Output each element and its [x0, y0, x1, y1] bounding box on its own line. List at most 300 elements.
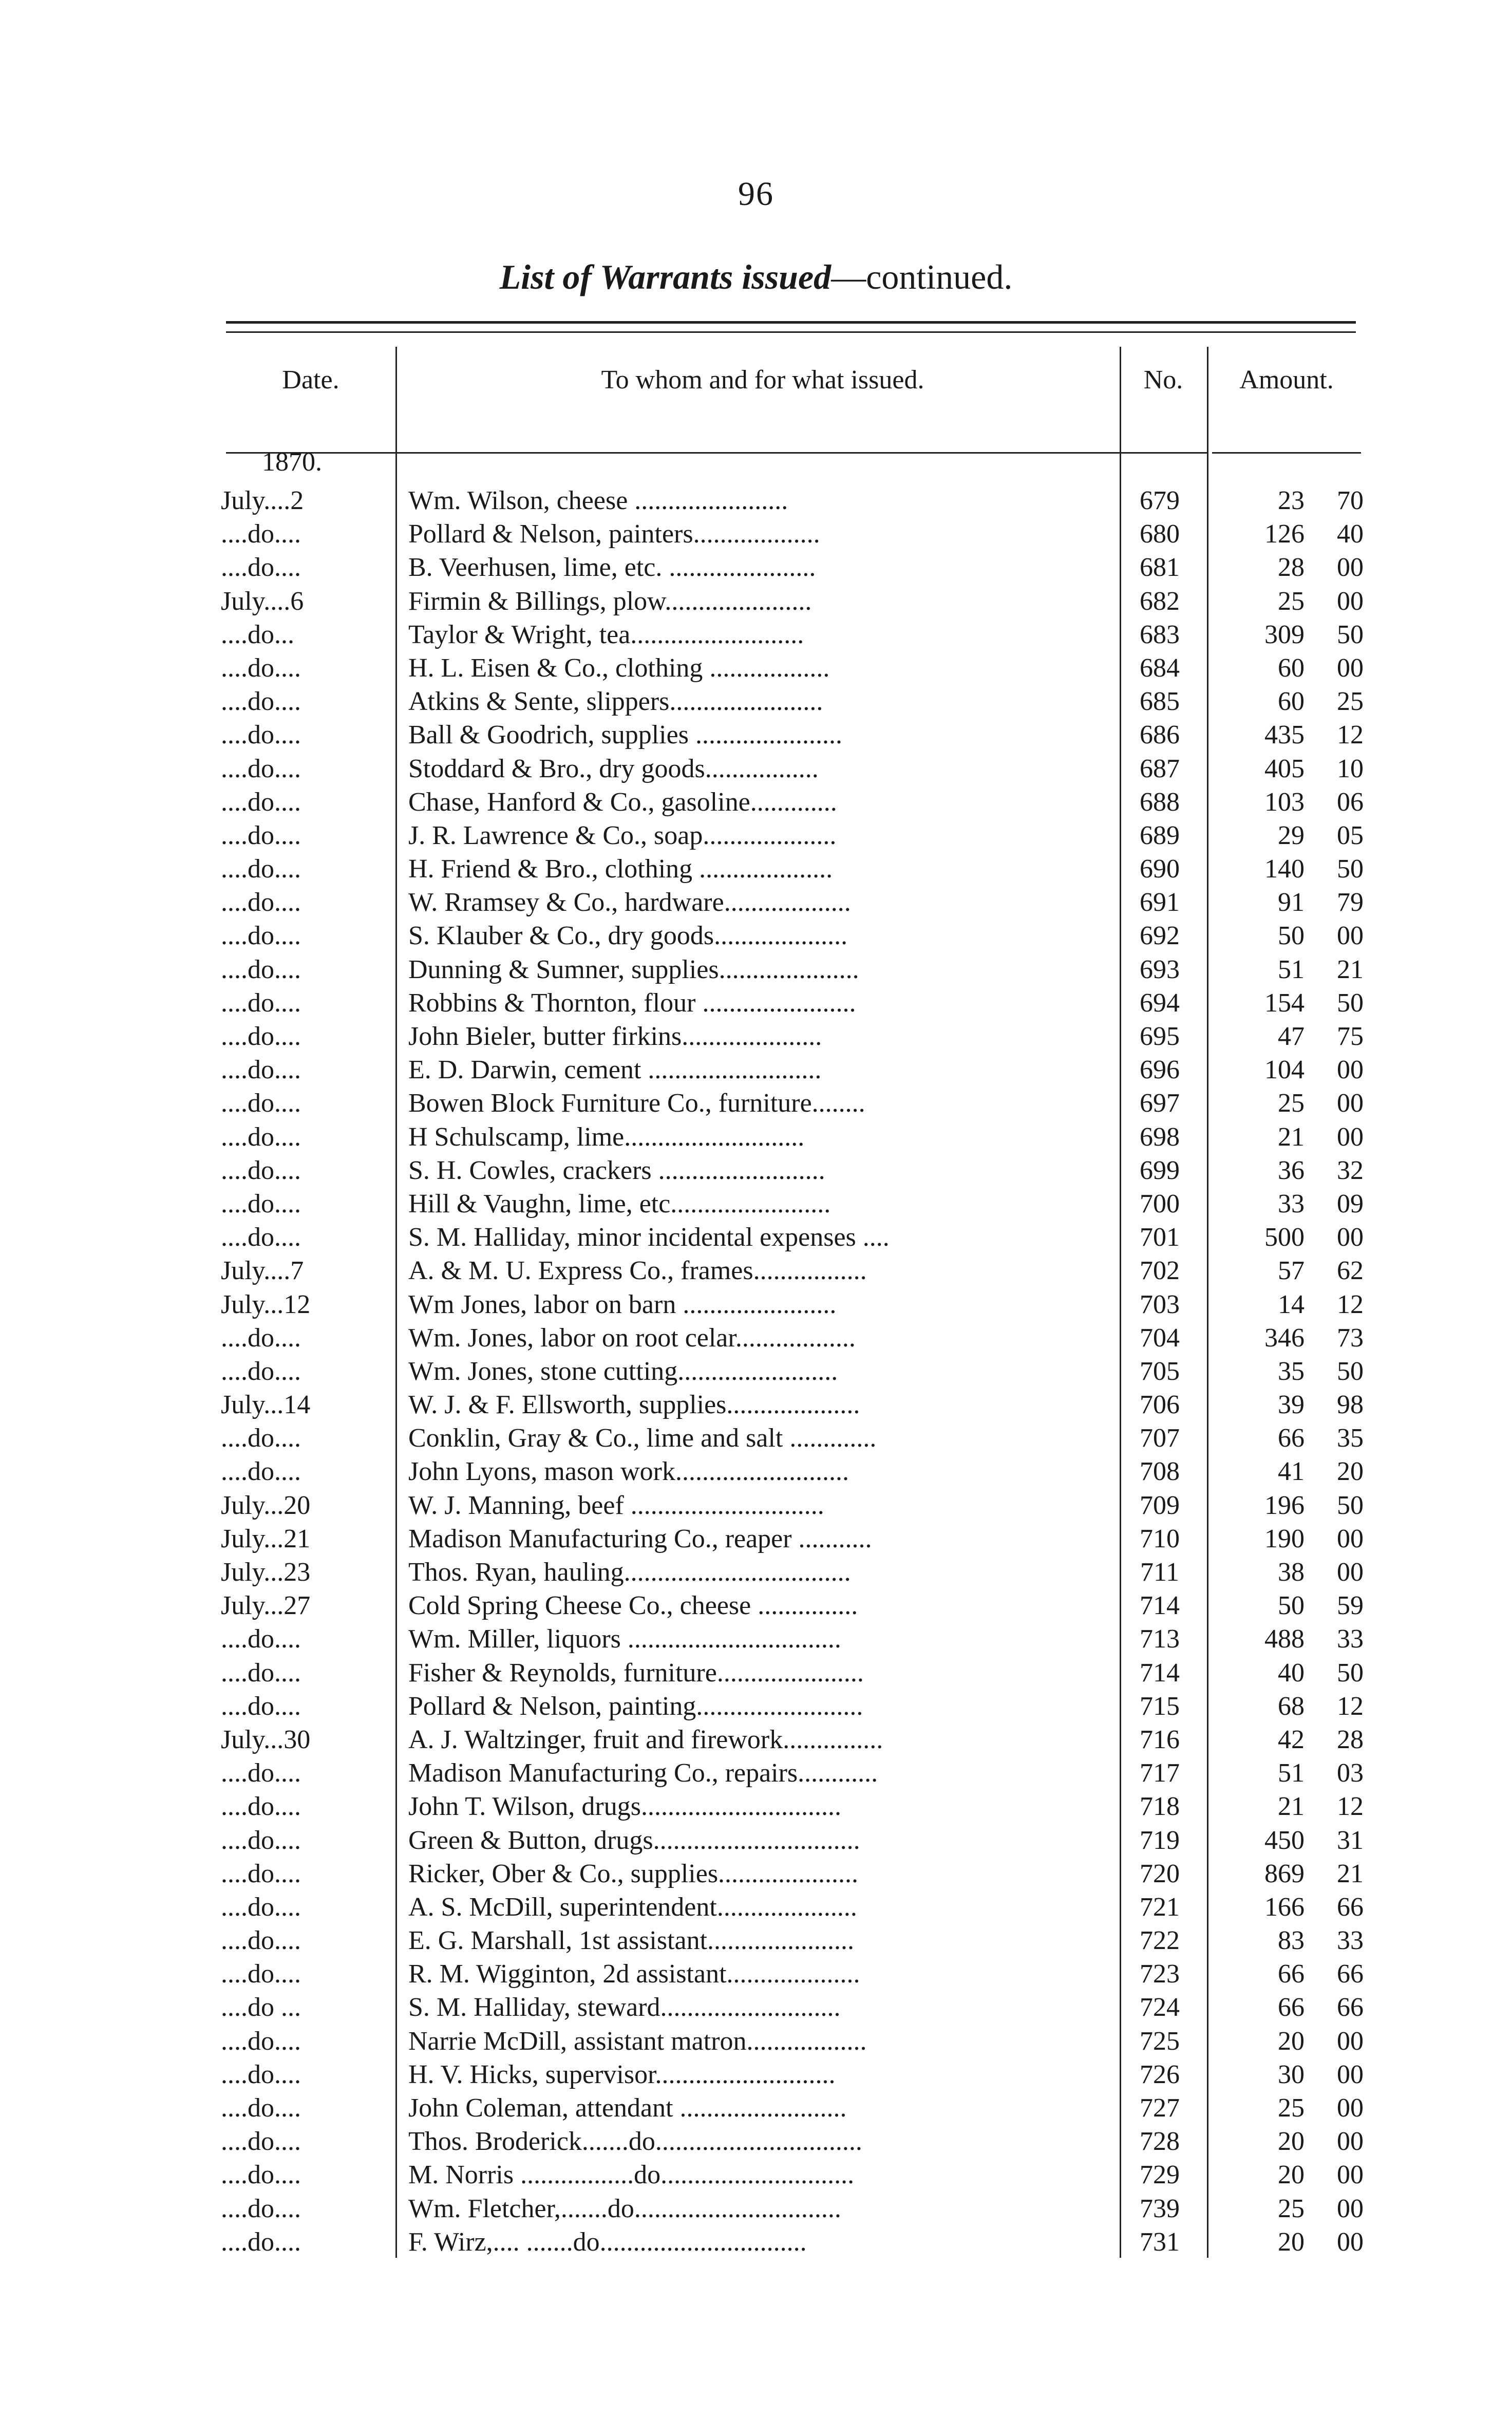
table-row [0, 1857, 1512, 1890]
table-row [0, 484, 1512, 517]
row-amount-cents: 66 [1337, 1892, 1364, 1922]
table-row [0, 1355, 1512, 1388]
row-amount-dollars: 166 [1264, 1892, 1305, 1922]
row-date: ....do.... [221, 2059, 301, 2089]
row-amount-cents: 00 [1337, 2194, 1364, 2223]
row-amount-dollars: 25 [1278, 1089, 1305, 1118]
row-date: ....do.... [221, 1624, 301, 1654]
row-amount-cents: 33 [1337, 1624, 1364, 1654]
row-description: Chase, Hanford & Co., gasoline............. [408, 787, 837, 817]
row-number: 715 [1140, 1691, 1180, 1721]
row-amount-cents: 75 [1337, 1022, 1364, 1051]
row-number: 714 [1140, 1658, 1180, 1688]
page-title-rest: —continued. [831, 257, 1013, 296]
row-amount-cents: 40 [1337, 519, 1364, 549]
row-description: Madison Manufacturing Co., reaper ........... [408, 1524, 872, 1553]
row-amount-dollars: 47 [1278, 1022, 1305, 1051]
row-number: 721 [1140, 1892, 1180, 1922]
row-number: 723 [1140, 1959, 1180, 1989]
row-amount-dollars: 20 [1278, 2227, 1305, 2257]
row-date: ....do.... [221, 1691, 301, 1721]
row-number: 688 [1140, 787, 1180, 817]
row-number: 713 [1140, 1624, 1180, 1654]
row-amount-dollars: 309 [1264, 620, 1305, 649]
row-date: ....do.... [221, 2194, 301, 2223]
row-amount-cents: 12 [1337, 1792, 1364, 1822]
row-description: F. Wirz,.... .......do............................... [408, 2227, 807, 2257]
header-description: To whom and for what issued. [601, 365, 924, 395]
row-description: Cold Spring Cheese Co., cheese ............... [408, 1591, 858, 1621]
row-description: S. Klauber & Co., dry goods.................... [408, 921, 848, 951]
row-amount-cents: 79 [1337, 888, 1364, 917]
row-amount-dollars: 66 [1278, 1959, 1305, 1989]
row-amount-dollars: 50 [1278, 1591, 1305, 1621]
row-description: A. J. Waltzinger, fruit and firework............... [408, 1725, 883, 1754]
row-amount-dollars: 28 [1278, 553, 1305, 583]
row-amount-dollars: 20 [1278, 2127, 1305, 2157]
header-rule-amount [1212, 452, 1361, 454]
table-row [0, 1556, 1512, 1589]
table-row [0, 2225, 1512, 2259]
row-date: ....do.... [221, 1892, 301, 1922]
row-date: ....do.... [221, 1658, 301, 1688]
table-row [0, 1723, 1512, 1756]
row-amount-dollars: 83 [1278, 1926, 1305, 1956]
row-number: 687 [1140, 754, 1180, 783]
row-amount-dollars: 39 [1278, 1390, 1305, 1420]
header-number: No. [1143, 365, 1183, 395]
row-number: 692 [1140, 921, 1180, 951]
row-date: ....do.... [221, 1055, 301, 1085]
row-description: John Coleman, attendant ......................... [408, 2093, 847, 2123]
row-date: ....do.... [221, 1089, 301, 1118]
row-amount-cents: 00 [1337, 1524, 1364, 1553]
row-number: 703 [1140, 1289, 1180, 1319]
row-amount-cents: 28 [1337, 1725, 1364, 1754]
table-row [0, 651, 1512, 685]
row-description: Thos. Broderick.......do............................... [408, 2127, 862, 2157]
row-number: 698 [1140, 1122, 1180, 1152]
row-amount-dollars: 25 [1278, 586, 1305, 616]
row-amount-dollars: 91 [1278, 888, 1305, 917]
row-number: 705 [1140, 1356, 1180, 1386]
row-description: Fisher & Reynolds, furniture...................... [408, 1658, 864, 1688]
row-date: ....do.... [221, 921, 301, 951]
table-row [0, 1388, 1512, 1421]
row-description: S. M. Halliday, minor incidental expenses .... [408, 1223, 890, 1252]
row-description: Firmin & Billings, plow...................... [408, 586, 812, 616]
row-number: 718 [1140, 1792, 1180, 1822]
row-date: ....do.... [221, 1323, 301, 1353]
row-amount-dollars: 41 [1278, 1457, 1305, 1487]
row-date: ....do.... [221, 954, 301, 984]
row-amount-cents: 00 [1337, 1223, 1364, 1252]
row-number: 690 [1140, 854, 1180, 884]
row-description: Thos. Ryan, hauling.................................. [408, 1558, 851, 1587]
row-amount-dollars: 103 [1264, 787, 1305, 817]
row-amount-dollars: 20 [1278, 2160, 1305, 2190]
row-amount-dollars: 35 [1278, 1356, 1305, 1386]
table-row [0, 1690, 1512, 1723]
row-description: Wm. Jones, stone cutting........................ [408, 1356, 838, 1386]
row-description: Wm Jones, labor on barn ....................... [408, 1289, 837, 1319]
row-date: ....do.... [221, 1825, 301, 1855]
row-amount-dollars: 405 [1264, 754, 1305, 783]
row-amount-dollars: 60 [1278, 687, 1305, 717]
row-amount-cents: 00 [1337, 2227, 1364, 2257]
row-amount-dollars: 126 [1264, 519, 1305, 549]
table-row [0, 1221, 1512, 1254]
row-number: 719 [1140, 1825, 1180, 1855]
row-date: ....do.... [221, 653, 301, 683]
row-date: ....do.... [221, 1792, 301, 1822]
row-amount-dollars: 14 [1278, 1289, 1305, 1319]
row-amount-cents: 10 [1337, 754, 1364, 783]
row-description: S. M. Halliday, steward........................... [408, 1993, 841, 2022]
header-rule-number [1120, 452, 1207, 454]
row-description: E. G. Marshall, 1st assistant...................... [408, 1926, 855, 1956]
row-amount-dollars: 346 [1264, 1323, 1305, 1353]
table-row [0, 1254, 1512, 1287]
row-number: 689 [1140, 820, 1180, 850]
row-amount-cents: 03 [1337, 1758, 1364, 1788]
row-amount-cents: 25 [1337, 687, 1364, 717]
row-date: ....do.... [221, 1356, 301, 1386]
row-amount-cents: 50 [1337, 854, 1364, 884]
row-amount-cents: 98 [1337, 1390, 1364, 1420]
row-amount-cents: 00 [1337, 1558, 1364, 1587]
row-date: ....do.... [221, 1926, 301, 1956]
row-date: ....do ... [221, 1993, 301, 2022]
row-number: 683 [1140, 620, 1180, 649]
row-amount-cents: 12 [1337, 720, 1364, 750]
table-row [0, 2025, 1512, 2058]
row-date: July...20 [221, 1490, 311, 1520]
row-number: 731 [1140, 2227, 1180, 2257]
row-amount-cents: 05 [1337, 820, 1364, 850]
row-amount-dollars: 40 [1278, 1658, 1305, 1688]
row-date: ....do.... [221, 553, 301, 583]
row-amount-dollars: 66 [1278, 1993, 1305, 2022]
row-description: J. R. Lawrence & Co., soap.................... [408, 820, 837, 850]
top-rule-thin [226, 331, 1356, 333]
row-amount-dollars: 450 [1264, 1825, 1305, 1855]
table-row [0, 2091, 1512, 2125]
row-amount-cents: 00 [1337, 2093, 1364, 2123]
row-amount-cents: 50 [1337, 1658, 1364, 1688]
row-amount-dollars: 190 [1264, 1524, 1305, 1553]
row-amount-cents: 32 [1337, 1155, 1364, 1185]
row-number: 720 [1140, 1859, 1180, 1888]
row-description: Wm. Miller, liquors ................................ [408, 1624, 841, 1654]
table-row [0, 1321, 1512, 1355]
row-description: Wm. Jones, labor on root celar.................. [408, 1323, 856, 1353]
row-description: John T. Wilson, drugs.............................. [408, 1792, 841, 1822]
table-row [0, 1824, 1512, 1857]
row-amount-dollars: 196 [1264, 1490, 1305, 1520]
row-amount-cents: 21 [1337, 954, 1364, 984]
row-amount-dollars: 140 [1264, 854, 1305, 884]
row-number: 728 [1140, 2127, 1180, 2157]
row-amount-dollars: 25 [1278, 2093, 1305, 2123]
page-title [0, 257, 1512, 297]
row-amount-cents: 00 [1337, 653, 1364, 683]
row-number: 679 [1140, 486, 1180, 515]
row-amount-cents: 06 [1337, 787, 1364, 817]
row-date: ....do.... [221, 1457, 301, 1487]
table-row [0, 618, 1512, 651]
row-number: 684 [1140, 653, 1180, 683]
row-amount-dollars: 20 [1278, 2026, 1305, 2056]
row-date: ....do.... [221, 720, 301, 750]
row-amount-cents: 50 [1337, 620, 1364, 649]
table-row [0, 986, 1512, 1020]
row-description: Pollard & Nelson, painting......................... [408, 1691, 863, 1721]
row-amount-cents: 00 [1337, 2026, 1364, 2056]
row-date: ....do.... [221, 2026, 301, 2056]
row-description: Atkins & Sente, slippers....................... [408, 687, 823, 717]
row-date: ....do.... [221, 687, 301, 717]
row-date: ....do.... [221, 1223, 301, 1252]
row-description: H Schulscamp, lime........................... [408, 1122, 805, 1152]
row-number: 696 [1140, 1055, 1180, 1085]
table-row [0, 2192, 1512, 2225]
row-description: Dunning & Sumner, supplies..................... [408, 954, 859, 984]
table-row [0, 785, 1512, 819]
table-row [0, 1522, 1512, 1556]
row-date: ....do.... [221, 1959, 301, 1989]
row-date: ....do.... [221, 1859, 301, 1888]
year-label: 1870. [262, 447, 322, 477]
row-amount-cents: 00 [1337, 1089, 1364, 1118]
page-title-italic: List of Warrants issued [499, 257, 831, 296]
row-amount-dollars: 36 [1278, 1155, 1305, 1185]
row-amount-cents: 12 [1337, 1289, 1364, 1319]
row-number: 710 [1140, 1524, 1180, 1553]
row-number: 724 [1140, 1993, 1180, 2022]
row-number: 699 [1140, 1155, 1180, 1185]
row-number: 739 [1140, 2194, 1180, 2223]
row-number: 716 [1140, 1725, 1180, 1754]
row-number: 711 [1140, 1558, 1180, 1587]
table-row [0, 1790, 1512, 1823]
row-description: Taylor & Wright, tea.......................... [408, 620, 804, 649]
row-description: Ricker, Ober & Co., supplies..................... [408, 1859, 859, 1888]
row-amount-dollars: 38 [1278, 1558, 1305, 1587]
row-number: 706 [1140, 1390, 1180, 1420]
row-number: 709 [1140, 1490, 1180, 1520]
table-row [0, 1489, 1512, 1522]
row-amount-dollars: 869 [1264, 1859, 1305, 1888]
row-amount-cents: 00 [1337, 921, 1364, 951]
row-amount-dollars: 500 [1264, 1223, 1305, 1252]
row-amount-cents: 31 [1337, 1825, 1364, 1855]
row-number: 693 [1140, 954, 1180, 984]
row-date: July...23 [221, 1558, 311, 1587]
row-description: Wm. Wilson, cheese ....................... [408, 486, 788, 515]
row-date: ....do.... [221, 1122, 301, 1152]
table-row [0, 517, 1512, 551]
row-description: Stoddard & Bro., dry goods................. [408, 754, 819, 783]
row-description: Narrie McDill, assistant matron.................. [408, 2026, 867, 2056]
row-description: Robbins & Thornton, flour ....................... [408, 988, 856, 1018]
table-row [0, 1288, 1512, 1321]
row-amount-cents: 66 [1337, 1959, 1364, 1989]
row-amount-dollars: 23 [1278, 486, 1305, 515]
row-description: Pollard & Nelson, painters................... [408, 519, 820, 549]
row-number: 727 [1140, 2093, 1180, 2123]
row-date: July...14 [221, 1390, 311, 1420]
row-amount-cents: 21 [1337, 1859, 1364, 1888]
row-description: B. Veerhusen, lime, etc. ...................... [408, 553, 816, 583]
table-row [0, 718, 1512, 752]
row-date: July...27 [221, 1591, 311, 1621]
row-date: July....6 [221, 586, 304, 616]
row-date: ....do.... [221, 519, 301, 549]
row-number: 695 [1140, 1022, 1180, 1051]
row-description: H. V. Hicks, supervisor........................... [408, 2059, 836, 2089]
row-amount-cents: 00 [1337, 2127, 1364, 2157]
row-description: E. D. Darwin, cement .......................... [408, 1055, 822, 1085]
table-row [0, 1187, 1512, 1221]
table-row [0, 1656, 1512, 1690]
row-date: ....do.... [221, 1189, 301, 1219]
row-date: ....do.... [221, 2093, 301, 2123]
row-description: Hill & Vaughn, lime, etc........................ [408, 1189, 831, 1219]
row-amount-cents: 00 [1337, 2059, 1364, 2089]
row-amount-cents: 59 [1337, 1591, 1364, 1621]
row-date: July...12 [221, 1289, 311, 1319]
row-date: ....do... [221, 620, 294, 649]
row-amount-cents: 33 [1337, 1926, 1364, 1956]
row-description: M. Norris .................do............................. [408, 2160, 855, 2190]
row-date: ....do.... [221, 1022, 301, 1051]
table-row [0, 685, 1512, 718]
row-date: ....do.... [221, 1758, 301, 1788]
row-number: 726 [1140, 2059, 1180, 2089]
row-amount-dollars: 66 [1278, 1423, 1305, 1453]
row-amount-dollars: 50 [1278, 921, 1305, 951]
row-number: 694 [1140, 988, 1180, 1018]
row-amount-cents: 73 [1337, 1323, 1364, 1353]
row-amount-cents: 12 [1337, 1691, 1364, 1721]
header-rule-description [395, 452, 1120, 454]
row-number: 680 [1140, 519, 1180, 549]
row-amount-dollars: 435 [1264, 720, 1305, 750]
row-description: W. Rramsey & Co., hardware................... [408, 888, 851, 917]
row-number: 708 [1140, 1457, 1180, 1487]
row-date: July....2 [221, 486, 304, 515]
row-description: H. Friend & Bro., clothing .................... [408, 854, 833, 884]
row-amount-cents: 62 [1337, 1256, 1364, 1286]
row-date: ....do.... [221, 754, 301, 783]
row-date: ....do.... [221, 820, 301, 850]
row-number: 691 [1140, 888, 1180, 917]
row-amount-cents: 50 [1337, 1356, 1364, 1386]
table-row [0, 1622, 1512, 1656]
row-number: 686 [1140, 720, 1180, 750]
table-row [0, 1154, 1512, 1187]
row-amount-dollars: 57 [1278, 1256, 1305, 1286]
row-number: 725 [1140, 2026, 1180, 2056]
row-description: R. M. Wigginton, 2d assistant.................... [408, 1959, 860, 1989]
row-number: 714 [1140, 1591, 1180, 1621]
row-description: Wm. Fletcher,.......do............................... [408, 2194, 841, 2223]
row-description: H. L. Eisen & Co., clothing .................. [408, 653, 830, 683]
row-date: ....do.... [221, 988, 301, 1018]
row-number: 685 [1140, 687, 1180, 717]
row-description: S. H. Cowles, crackers ......................... [408, 1155, 825, 1185]
table-row [0, 953, 1512, 986]
row-date: ....do.... [221, 2127, 301, 2157]
table-row [0, 852, 1512, 886]
table-row [0, 2058, 1512, 2091]
row-amount-dollars: 51 [1278, 1758, 1305, 1788]
row-date: ....do.... [221, 2227, 301, 2257]
table-row [0, 585, 1512, 618]
row-description: Green & Button, drugs............................... [408, 1825, 860, 1855]
row-date: ....do.... [221, 2160, 301, 2190]
row-amount-cents: 20 [1337, 1457, 1364, 1487]
row-amount-dollars: 30 [1278, 2059, 1305, 2089]
table-row [0, 1053, 1512, 1087]
row-date: ....do.... [221, 1423, 301, 1453]
row-amount-cents: 35 [1337, 1423, 1364, 1453]
row-amount-dollars: 488 [1264, 1624, 1305, 1654]
row-date: July...21 [221, 1524, 311, 1553]
row-description: John Bieler, butter firkins..................... [408, 1022, 822, 1051]
row-description: Conklin, Gray & Co., lime and salt ............. [408, 1423, 877, 1453]
row-amount-dollars: 60 [1278, 653, 1305, 683]
table-row [0, 919, 1512, 952]
row-date: ....do.... [221, 787, 301, 817]
row-number: 707 [1140, 1423, 1180, 1453]
row-date: July...30 [221, 1725, 311, 1754]
warrant-table-body [0, 484, 1512, 2259]
row-number: 704 [1140, 1323, 1180, 1353]
row-amount-dollars: 104 [1264, 1055, 1305, 1085]
row-amount-cents: 00 [1337, 1122, 1364, 1152]
row-number: 681 [1140, 553, 1180, 583]
row-number: 722 [1140, 1926, 1180, 1956]
row-number: 697 [1140, 1089, 1180, 1118]
row-date: July....7 [221, 1256, 304, 1286]
row-amount-dollars: 51 [1278, 954, 1305, 984]
row-amount-dollars: 33 [1278, 1189, 1305, 1219]
row-date: ....do.... [221, 1155, 301, 1185]
table-row [0, 1924, 1512, 1957]
row-number: 700 [1140, 1189, 1180, 1219]
row-amount-cents: 70 [1337, 486, 1364, 515]
row-description: W. J. Manning, beef ............................. [408, 1490, 824, 1520]
table-row [0, 1890, 1512, 1924]
row-amount-cents: 00 [1337, 586, 1364, 616]
row-description: Bowen Block Furniture Co., furniture........ [408, 1089, 865, 1118]
row-description: W. J. & F. Ellsworth, supplies.................... [408, 1390, 860, 1420]
row-amount-cents: 66 [1337, 1993, 1364, 2022]
table-row [0, 1455, 1512, 1488]
row-description: Ball & Goodrich, supplies ...................... [408, 720, 842, 750]
row-date: ....do.... [221, 854, 301, 884]
table-row [0, 1589, 1512, 1622]
row-number: 682 [1140, 586, 1180, 616]
table-row [0, 2125, 1512, 2158]
table-row [0, 752, 1512, 785]
row-amount-cents: 00 [1337, 2160, 1364, 2190]
row-number: 729 [1140, 2160, 1180, 2190]
table-row [0, 551, 1512, 584]
row-amount-cents: 09 [1337, 1189, 1364, 1219]
